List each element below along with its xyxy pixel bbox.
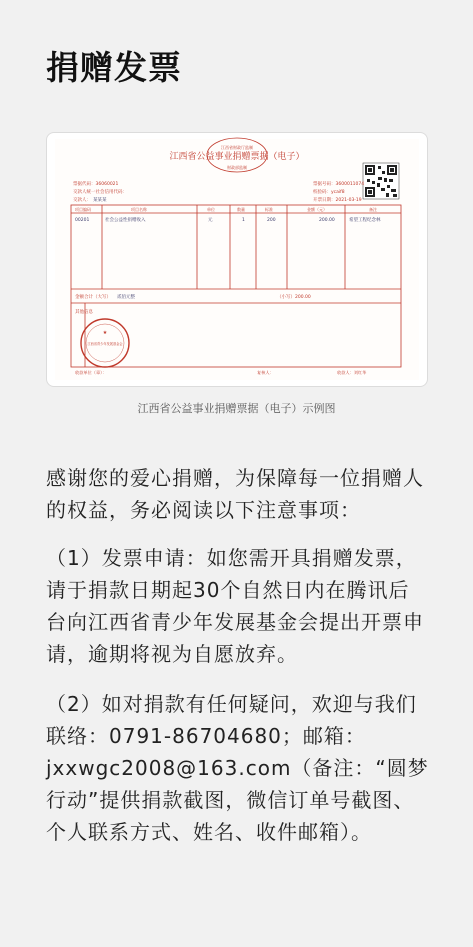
page-title: 捐赠发票 <box>46 48 182 87</box>
receipt-caption: 江西省公益事业捐赠票据（电子）示例图 <box>137 402 336 415</box>
col-unit-header: 单位 <box>207 207 215 212</box>
check-code-label: 校验码：ycaif8 <box>313 190 345 195</box>
seal-bottom-text: 财政部监制 <box>227 165 247 170</box>
row-unit: 元 <box>208 218 213 223</box>
col-qty-header: 数量 <box>237 207 245 212</box>
col-name-header: 项目名称 <box>131 207 147 212</box>
receipt-code-label: 票据代码：36060021 <box>73 182 119 187</box>
payer-name: 某某某 <box>93 198 107 203</box>
col-note-header: 备注 <box>369 207 377 212</box>
total-small: （小写）200.00 <box>277 295 311 300</box>
payer-code-label: 交款人统一社会信用代码： <box>73 190 127 195</box>
seal-top-text: 江西省财政厅监制 <box>221 145 253 150</box>
receipt-illustration <box>47 133 427 386</box>
row-qty: 1 <box>242 218 245 223</box>
row-name: 社会公益性捐赠收入 <box>105 218 146 223</box>
col-code-header: 项目编码 <box>75 207 91 212</box>
payer-label: 交款人： <box>73 198 91 203</box>
receipt-image <box>46 132 428 387</box>
qr-code-icon <box>363 163 399 199</box>
total-label: 金额合计（大写） <box>75 295 111 300</box>
invoice-application-paragraph: （1）发票申请：如您需开具捐赠发票，请于捐款日期起30个自然日内在腾讯后台向江西省青少年发展基金会提出开票申请，逾期将视为自愿放弃。 <box>46 546 424 666</box>
footer-right: 收款人：刘红华 <box>337 370 367 375</box>
row-std: 200 <box>267 218 276 223</box>
contact-paragraph: （2）如对捐款有任何疑问，欢迎与我们联络：0791-86704680；邮箱：jxxwgc2008@163.com（备注：“圆梦行动”提供捐款截图，微信订单号截图、个人联系方式、姓名、收件邮箱）。 <box>46 692 429 844</box>
receipt-number-label: 票据号码：3600011074 <box>313 182 365 187</box>
other-info-label: 其他信息 <box>75 310 93 315</box>
receipt-header: 江西省公益事业捐赠票据（电子） <box>169 152 305 162</box>
svg-text:★: ★ <box>102 330 108 336</box>
total-chinese: 贰佰元整 <box>117 295 135 300</box>
row-amount: 200.00 <box>319 218 335 223</box>
col-amount-header: 金额（元） <box>307 207 327 212</box>
row-code: 00201 <box>75 218 90 223</box>
intro-paragraph: 感谢您的爱心捐赠，为保障每一位捐赠人的权益，务必阅读以下注意事项： <box>46 466 424 522</box>
row-note: 希望工程纪念林 <box>349 218 381 223</box>
col-std-header: 标准 <box>265 207 273 212</box>
footer-left: 收款单位（章）： <box>75 370 107 375</box>
seal-org-name: 江西省青少年发展基金会 <box>87 342 123 346</box>
footer-mid: 复核人： <box>257 370 274 375</box>
issue-date-label: 开票日期：2021-03-19 <box>313 198 362 203</box>
